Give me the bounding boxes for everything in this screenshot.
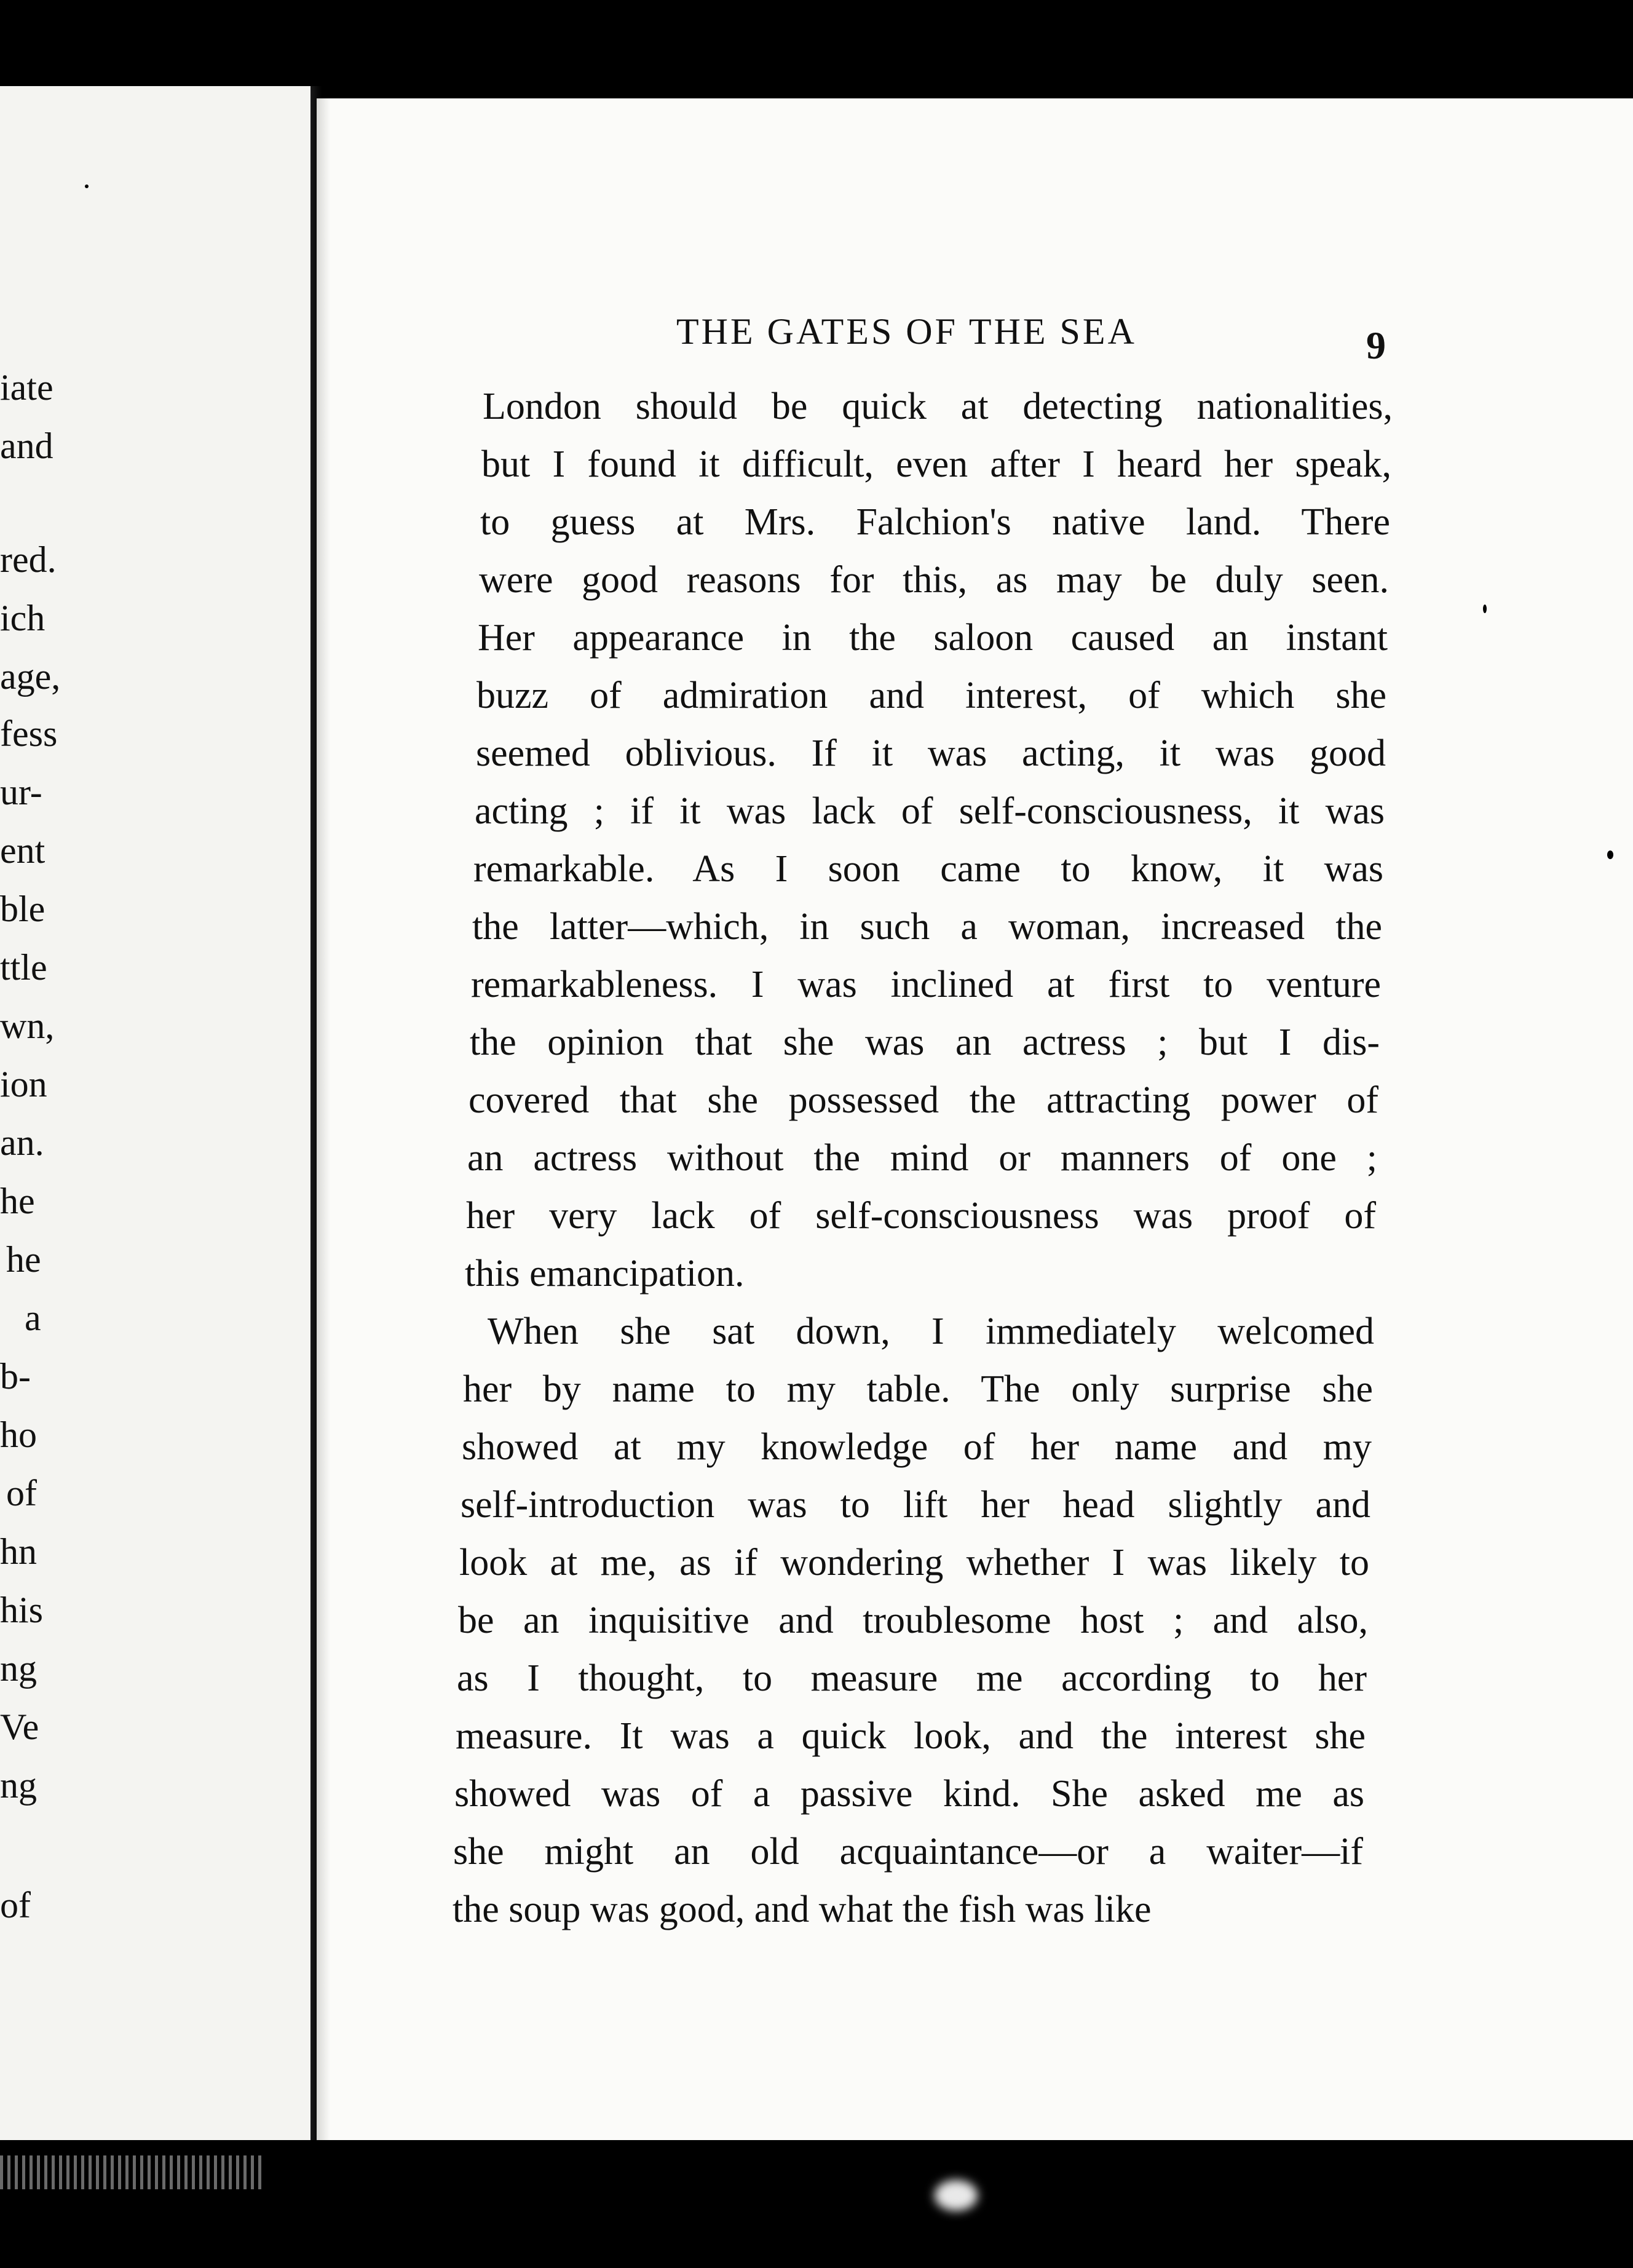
book-edge-stripe xyxy=(177,2155,180,2189)
book-edge-stripe xyxy=(52,2155,55,2189)
left-page-fragment: a xyxy=(25,1298,41,1338)
book-edge-stripe xyxy=(251,2155,254,2189)
book-edge-stripe xyxy=(15,2155,18,2189)
scan-glare xyxy=(935,2180,978,2211)
book-edge-stripe xyxy=(236,2155,239,2189)
book-edge-stripe xyxy=(140,2155,143,2189)
book-edge-stripe xyxy=(148,2155,151,2189)
body-text-line: as I thought, to measure me according to her xyxy=(457,1657,1367,1699)
body-text-line: but I found it difficult, even after I heard her speak, xyxy=(481,443,1391,485)
left-page-fragment: fess xyxy=(0,713,58,754)
book-edge-stripe xyxy=(133,2155,136,2189)
book-edge-stripe xyxy=(229,2155,232,2189)
book-edge-stripe xyxy=(96,2155,99,2189)
book-spine-edge xyxy=(0,2155,264,2189)
body-text-line: her very lack of self-consciousness was proof of xyxy=(466,1195,1376,1237)
left-page-fragment: his xyxy=(0,1590,44,1630)
body-text-line: the latter—which, in such a woman, increased the xyxy=(472,906,1382,948)
book-edge-stripe xyxy=(59,2155,62,2189)
body-text-line: seemed oblivious. If it was acting, it was good xyxy=(476,732,1386,774)
running-header: THE GATES OF THE SEA xyxy=(676,311,1137,352)
book-edge-stripe xyxy=(214,2155,217,2189)
body-text-line: she might an old acquaintance—or a waiter—if xyxy=(453,1831,1363,1873)
book-edge-stripe xyxy=(162,2155,165,2189)
scan-speck xyxy=(85,184,89,188)
body-text-line: When she sat down, I immediately welcomed xyxy=(488,1310,1374,1352)
left-page-fragment: ent xyxy=(0,830,45,871)
left-page-fragment: wn, xyxy=(0,1005,55,1046)
book-edge-stripe xyxy=(258,2155,261,2189)
book-edge-stripe xyxy=(74,2155,77,2189)
left-page-fragment: ng xyxy=(0,1765,37,1806)
book-edge-stripe xyxy=(184,2155,188,2189)
left-page-fragment: ng xyxy=(0,1648,37,1689)
body-text-line: the soup was good, and what the fish was like xyxy=(453,1889,1152,1930)
left-page-fragment: ttle xyxy=(0,947,47,988)
body-text-line: self-introduction was to lift her head slightly and xyxy=(461,1484,1370,1526)
body-text-line: an actress without the mind or manners of one ; xyxy=(467,1137,1377,1179)
left-page-fragment: hn xyxy=(0,1531,37,1572)
scan-speck xyxy=(1607,850,1613,859)
left-page-fragment: an. xyxy=(0,1122,44,1163)
left-page-fragment: ble xyxy=(0,889,45,929)
book-edge-stripe xyxy=(66,2155,69,2189)
page-number: 9 xyxy=(1366,323,1386,367)
gutter-shade xyxy=(317,98,330,2171)
left-page-fragment: of xyxy=(6,1473,37,1513)
book-edge-stripe xyxy=(22,2155,25,2189)
book-edge-stripe xyxy=(7,2155,10,2189)
book-edge-stripe xyxy=(89,2155,92,2189)
book-edge-stripe xyxy=(243,2155,247,2189)
book-edge-stripe xyxy=(192,2155,195,2189)
book-edge-stripe xyxy=(155,2155,158,2189)
book-edge-stripe xyxy=(170,2155,173,2189)
book-edge-stripe xyxy=(103,2155,106,2189)
body-text-line: this emancipation. xyxy=(465,1253,745,1295)
left-page-fragment: b- xyxy=(0,1356,31,1397)
left-page-fragment: he xyxy=(6,1239,41,1280)
left-page-fragment: of xyxy=(0,1885,31,1925)
body-text-line: be an inquisitive and troublesome host ; and also, xyxy=(458,1600,1368,1641)
left-page-fragment: red. xyxy=(0,539,57,580)
body-text-line: the opinion that she was an actress ; but I dis- xyxy=(470,1021,1380,1063)
book-edge-stripe xyxy=(44,2155,47,2189)
body-text-line: acting ; if it was lack of self-consciousness, it was xyxy=(475,790,1385,832)
left-page-fragment: iate xyxy=(0,367,53,408)
body-text-line: showed was of a passive kind. She asked me as xyxy=(454,1773,1364,1815)
body-text-line: measure. It was a quick look, and the interest she xyxy=(456,1715,1366,1757)
body-text-line: showed at my knowledge of her name and my xyxy=(462,1426,1372,1468)
scan-speck xyxy=(1483,605,1487,613)
book-edge-stripe xyxy=(125,2155,129,2189)
body-text-line: London should be quick at detecting nationalities, xyxy=(483,386,1393,427)
left-page-fragment: ich xyxy=(0,598,45,638)
left-page-fragment: ion xyxy=(0,1064,47,1104)
body-text-line: Her appearance in the saloon caused an instant xyxy=(478,617,1388,659)
left-page-fragment: ho xyxy=(0,1414,37,1455)
left-page-fragment: and xyxy=(0,426,53,466)
left-page-fragment: he xyxy=(0,1181,35,1221)
book-edge-stripe xyxy=(0,2155,3,2189)
body-text-line: to guess at Mrs. Falchion's native land. There xyxy=(480,501,1390,543)
book-edge-stripe xyxy=(81,2155,84,2189)
book-edge-stripe xyxy=(207,2155,210,2189)
book-edge-stripe xyxy=(37,2155,40,2189)
body-text-line: were good reasons for this, as may be duly seen. xyxy=(479,559,1389,601)
left-page-fragment: age, xyxy=(0,656,61,697)
book-edge-stripe xyxy=(111,2155,114,2189)
body-text-line: remarkable. As I soon came to know, it was xyxy=(473,848,1383,890)
left-page-fragment: Ve xyxy=(0,1707,39,1747)
book-edge-stripe xyxy=(118,2155,121,2189)
book-edge-stripe xyxy=(30,2155,33,2189)
left-page-fragment: ur- xyxy=(0,772,42,812)
body-text-line: remarkableness. I was inclined at first to venture xyxy=(471,964,1381,1005)
book-edge-stripe xyxy=(199,2155,202,2189)
body-text-line: covered that she possessed the attracting power of xyxy=(469,1079,1378,1121)
body-text-line: her by name to my table. The only surprise she xyxy=(463,1368,1373,1410)
body-text-line: look at me, as if wondering whether I was likely to xyxy=(459,1542,1369,1584)
body-text-line: buzz of admiration and interest, of which she xyxy=(476,675,1386,716)
book-edge-stripe xyxy=(221,2155,224,2189)
